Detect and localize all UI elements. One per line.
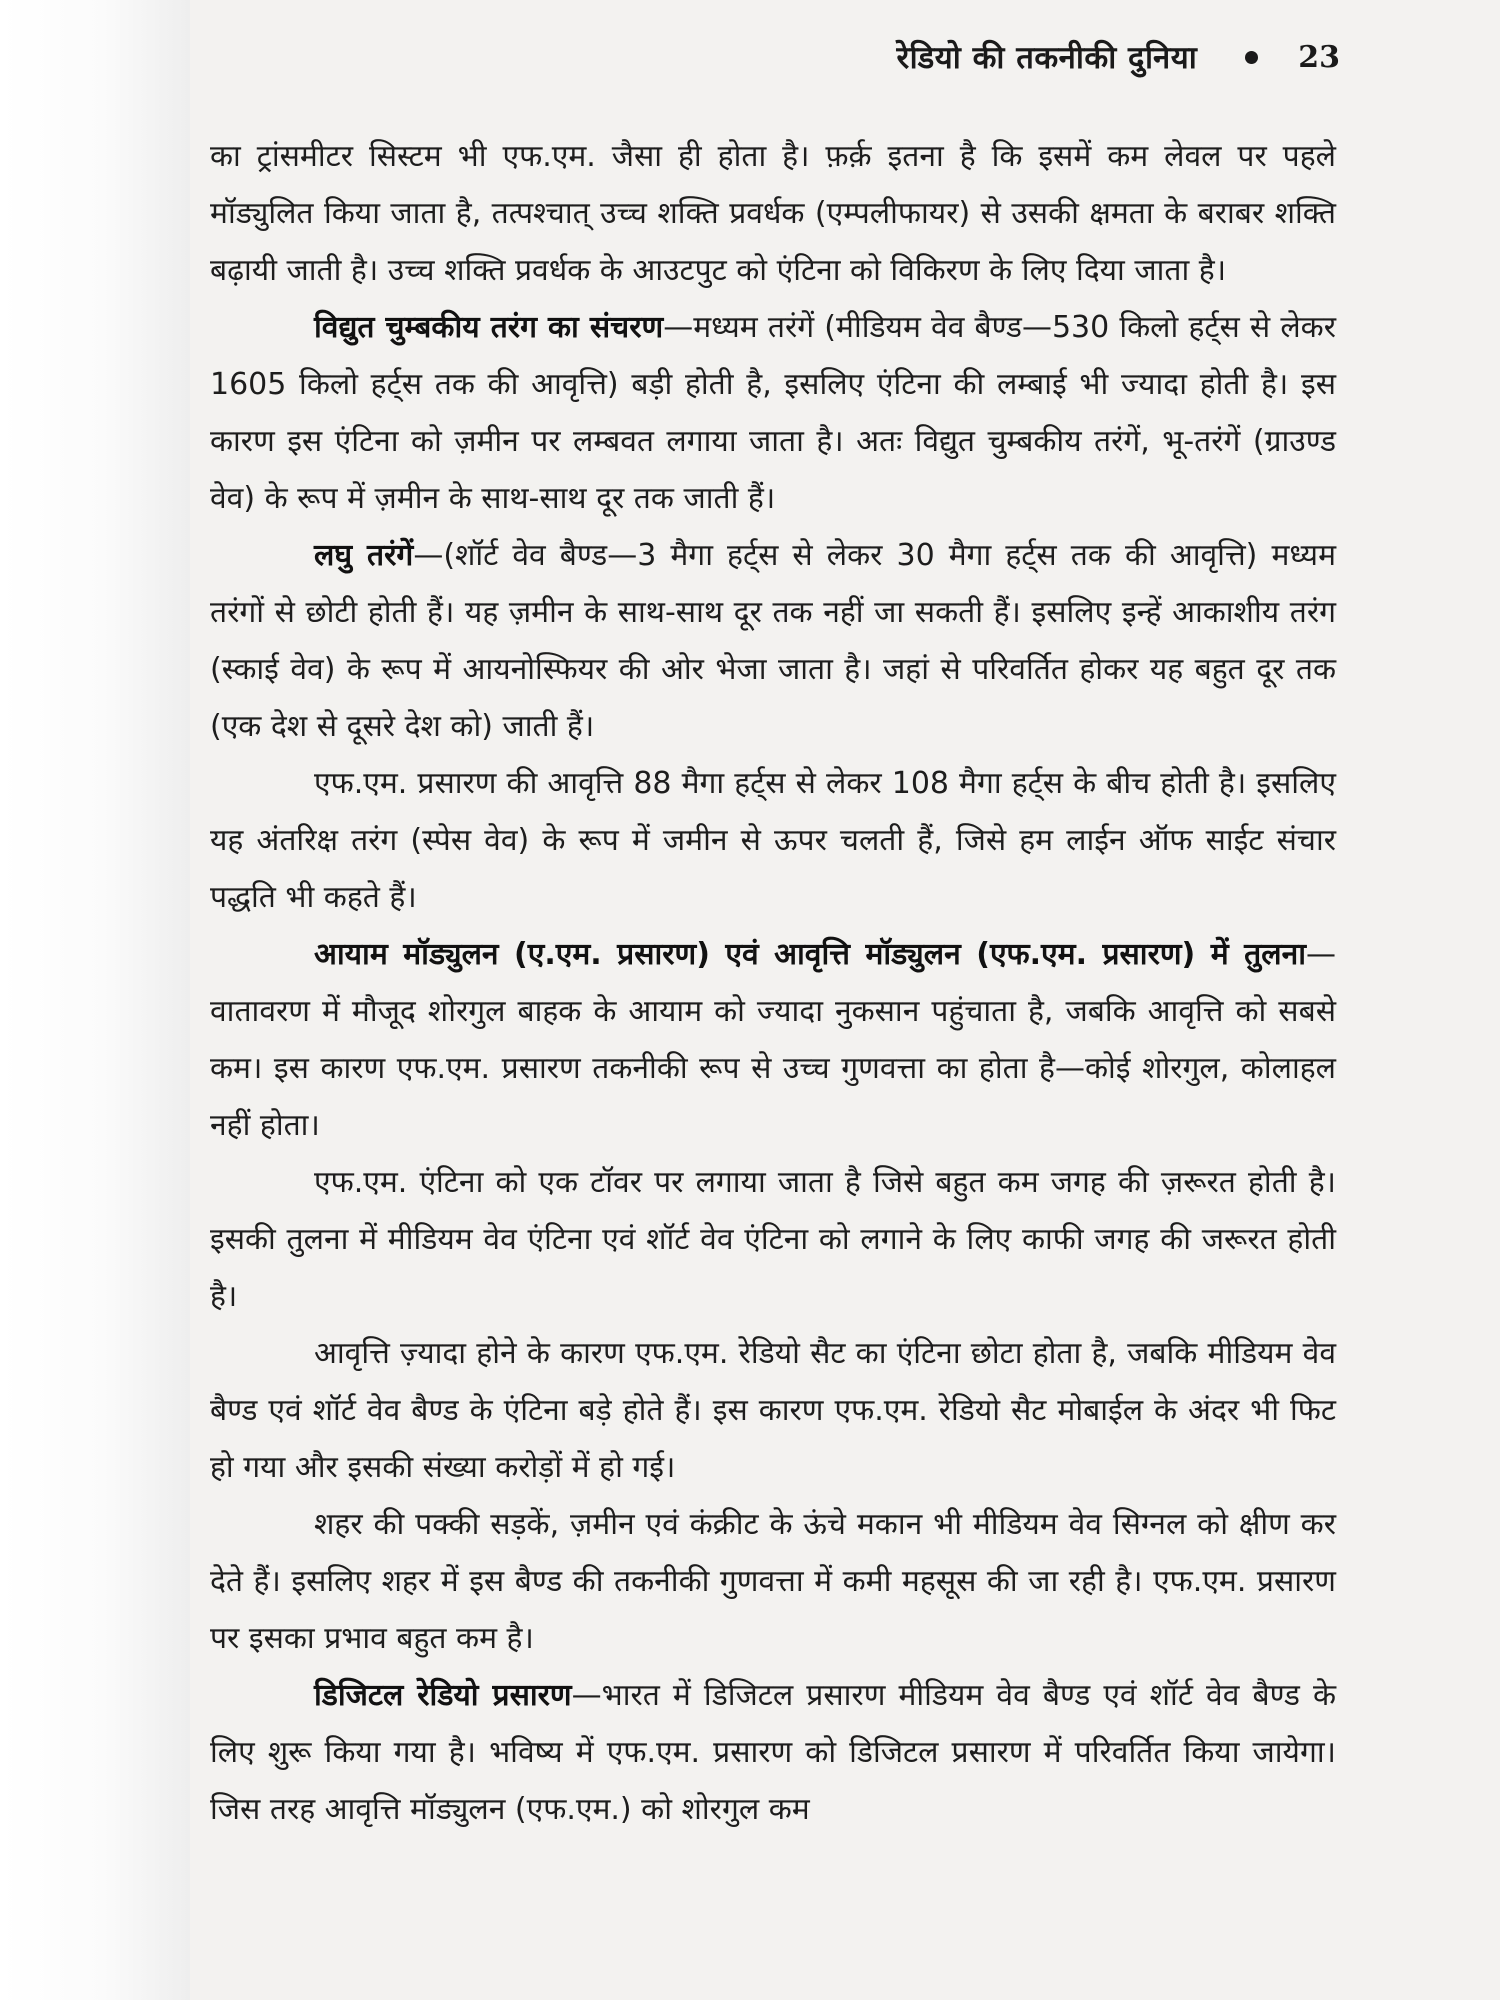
page-number: 23	[1298, 39, 1340, 75]
paragraph-text: —(शॉर्ट वेव बैण्ड—3 मैगा हर्ट्स से लेकर 30 मैगा हर्ट्स तक की आवृत्ति) मध्यम तरंगों से छोटी होती हैं। यह ज़मीन के साथ-साथ दूर तक नहीं जा सकती हैं। इसलिए इन्हें आकाशीय तरंग (स्काई वेव) के रूप में आयनोस्फियर की ओर भेजा जाता है। जहां से परिवर्तित होकर यह बहुत दूर तक (एक देश से दूसरे देश को) जाती हैं।	[210, 538, 1337, 744]
paragraph-continuation	[210, 128, 1336, 299]
section-heading-am-fm-comparison: आयाम मॉड्युलन (ए.एम. प्रसारण) एवं आवृत्ति मॉड्युलन (एफ.एम. प्रसारण) में तुलना	[314, 937, 1306, 972]
paragraph-fm-frequency	[210, 755, 1336, 926]
paragraph-short-waves	[210, 527, 1336, 755]
paragraph-city-signal	[210, 1496, 1336, 1667]
page-gutter-shadow	[0, 0, 190, 2000]
paragraph-text: एफ.एम. एंटिना को एक टॉवर पर लगाया जाता है जिसे बहुत कम जगह की ज़रूरत होती है। इसकी तुलना में मीडियम वेव एंटिना एवं शॉर्ट वेव एंटिना को लगाने के लिए काफी जगह की जरूरत होती है।	[210, 1165, 1336, 1314]
paragraph-text: —वातावरण में मौजूद शोरगुल बाहक के आयाम को ज्यादा नुकसान पहुंचाता है, जबकि आवृत्ति को सबसे कम। इस कारण एफ.एम. प्रसारण तकनीकी रूप से उच्च गुणवत्ता का होता है—कोई शोरगुल, कोलाहल नहीं होता।	[210, 937, 1336, 1143]
paragraph-am-fm-comparison	[210, 926, 1336, 1154]
body-text	[210, 128, 1336, 1838]
paragraph-text: शहर की पक्की सड़कें, ज़मीन एवं कंक्रीट के ऊंचे मकान भी मीडियम वेव सिग्नल को क्षीण कर देते हैं। इसलिए शहर में इस बैण्ड की तकनीकी गुणवत्ता में कमी महसूस की जा रही है। एफ.एम. प्रसारण पर इसका प्रभाव बहुत कम है।	[210, 1507, 1336, 1656]
paragraph-text: का ट्रांसमीटर सिस्टम भी एफ.एम. जैसा ही होता है। फ़र्क़ इतना है कि इसमें कम लेवल पर पहले मॉड्युलित किया जाता है, तत्पश्चात् उच्च शक्ति प्रवर्धक (एम्पलीफायर) से उसकी क्षमता के बराबर शक्ति बढ़ायी जाती है। उच्च शक्ति प्रवर्धक के आउटपुट को एंटिना को विकिरण के लिए दिया जाता है।	[210, 139, 1336, 288]
paragraph-em-wave-propagation	[210, 299, 1336, 527]
section-heading-short-waves: लघु तरंगें	[314, 538, 414, 573]
book-page	[190, 0, 1500, 2000]
running-header	[896, 36, 1340, 78]
paragraph-text: एफ.एम. प्रसारण की आवृत्ति 88 मैगा हर्ट्स से लेकर 108 मैगा हर्ट्स के बीच होती है। इसलिए यह अंतरिक्ष तरंग (स्पेस वेव) के रूप में जमीन से ऊपर चलती हैं, जिसे हम लाईन ऑफ साईट संचार पद्धति भी कहते हैं।	[210, 766, 1336, 915]
paragraph-text: —मध्यम तरंगें (मीडियम वेव बैण्ड—530 किलो हर्ट्स से लेकर 1605 किलो हर्ट्स तक की आवृत्ति) बड़ी होती है, इसलिए एंटिना की लम्बाई भी ज्यादा होती है। इस कारण इस एंटिना को ज़मीन पर लम्बवत लगाया जाता है। अतः विद्युत चुम्बकीय तरंगें, भू-तरंगें (ग्राउण्ड वेव) के रूप में ज़मीन के साथ-साथ दूर तक जाती हैं।	[210, 310, 1336, 516]
section-heading-digital-radio: डिजिटल रेडियो प्रसारण	[314, 1678, 572, 1713]
paragraph-antenna-size	[210, 1325, 1336, 1496]
bullet-icon	[1245, 51, 1258, 64]
paragraph-text: —भारत में डिजिटल प्रसारण मीडियम वेव बैण्ड एवं शॉर्ट वेव बैण्ड के लिए शुरू किया गया है। भविष्य में एफ.एम. प्रसारण को डिजिटल प्रसारण में परिवर्तित किया जायेगा। जिस तरह आवृत्ति मॉड्युलन (एफ.एम.) को शोरगुल कम	[210, 1678, 1336, 1827]
paragraph-digital-radio	[210, 1667, 1336, 1838]
paragraph-fm-antenna	[210, 1154, 1336, 1325]
paragraph-text: आवृत्ति ज़्यादा होने के कारण एफ.एम. रेडियो सैट का एंटिना छोटा होता है, जबकि मीडियम वेव बैण्ड एवं शॉर्ट वेव बैण्ड के एंटिना बड़े होते हैं। इस कारण एफ.एम. रेडियो सैट मोबाईल के अंदर भी फिट हो गया और इसकी संख्या करोड़ों में हो गई।	[210, 1336, 1336, 1485]
section-heading-em-wave-propagation: विद्युत चुम्बकीय तरंग का संचरण	[314, 310, 664, 345]
header-title: रेडियो की तकनीकी दुनिया	[896, 40, 1198, 76]
